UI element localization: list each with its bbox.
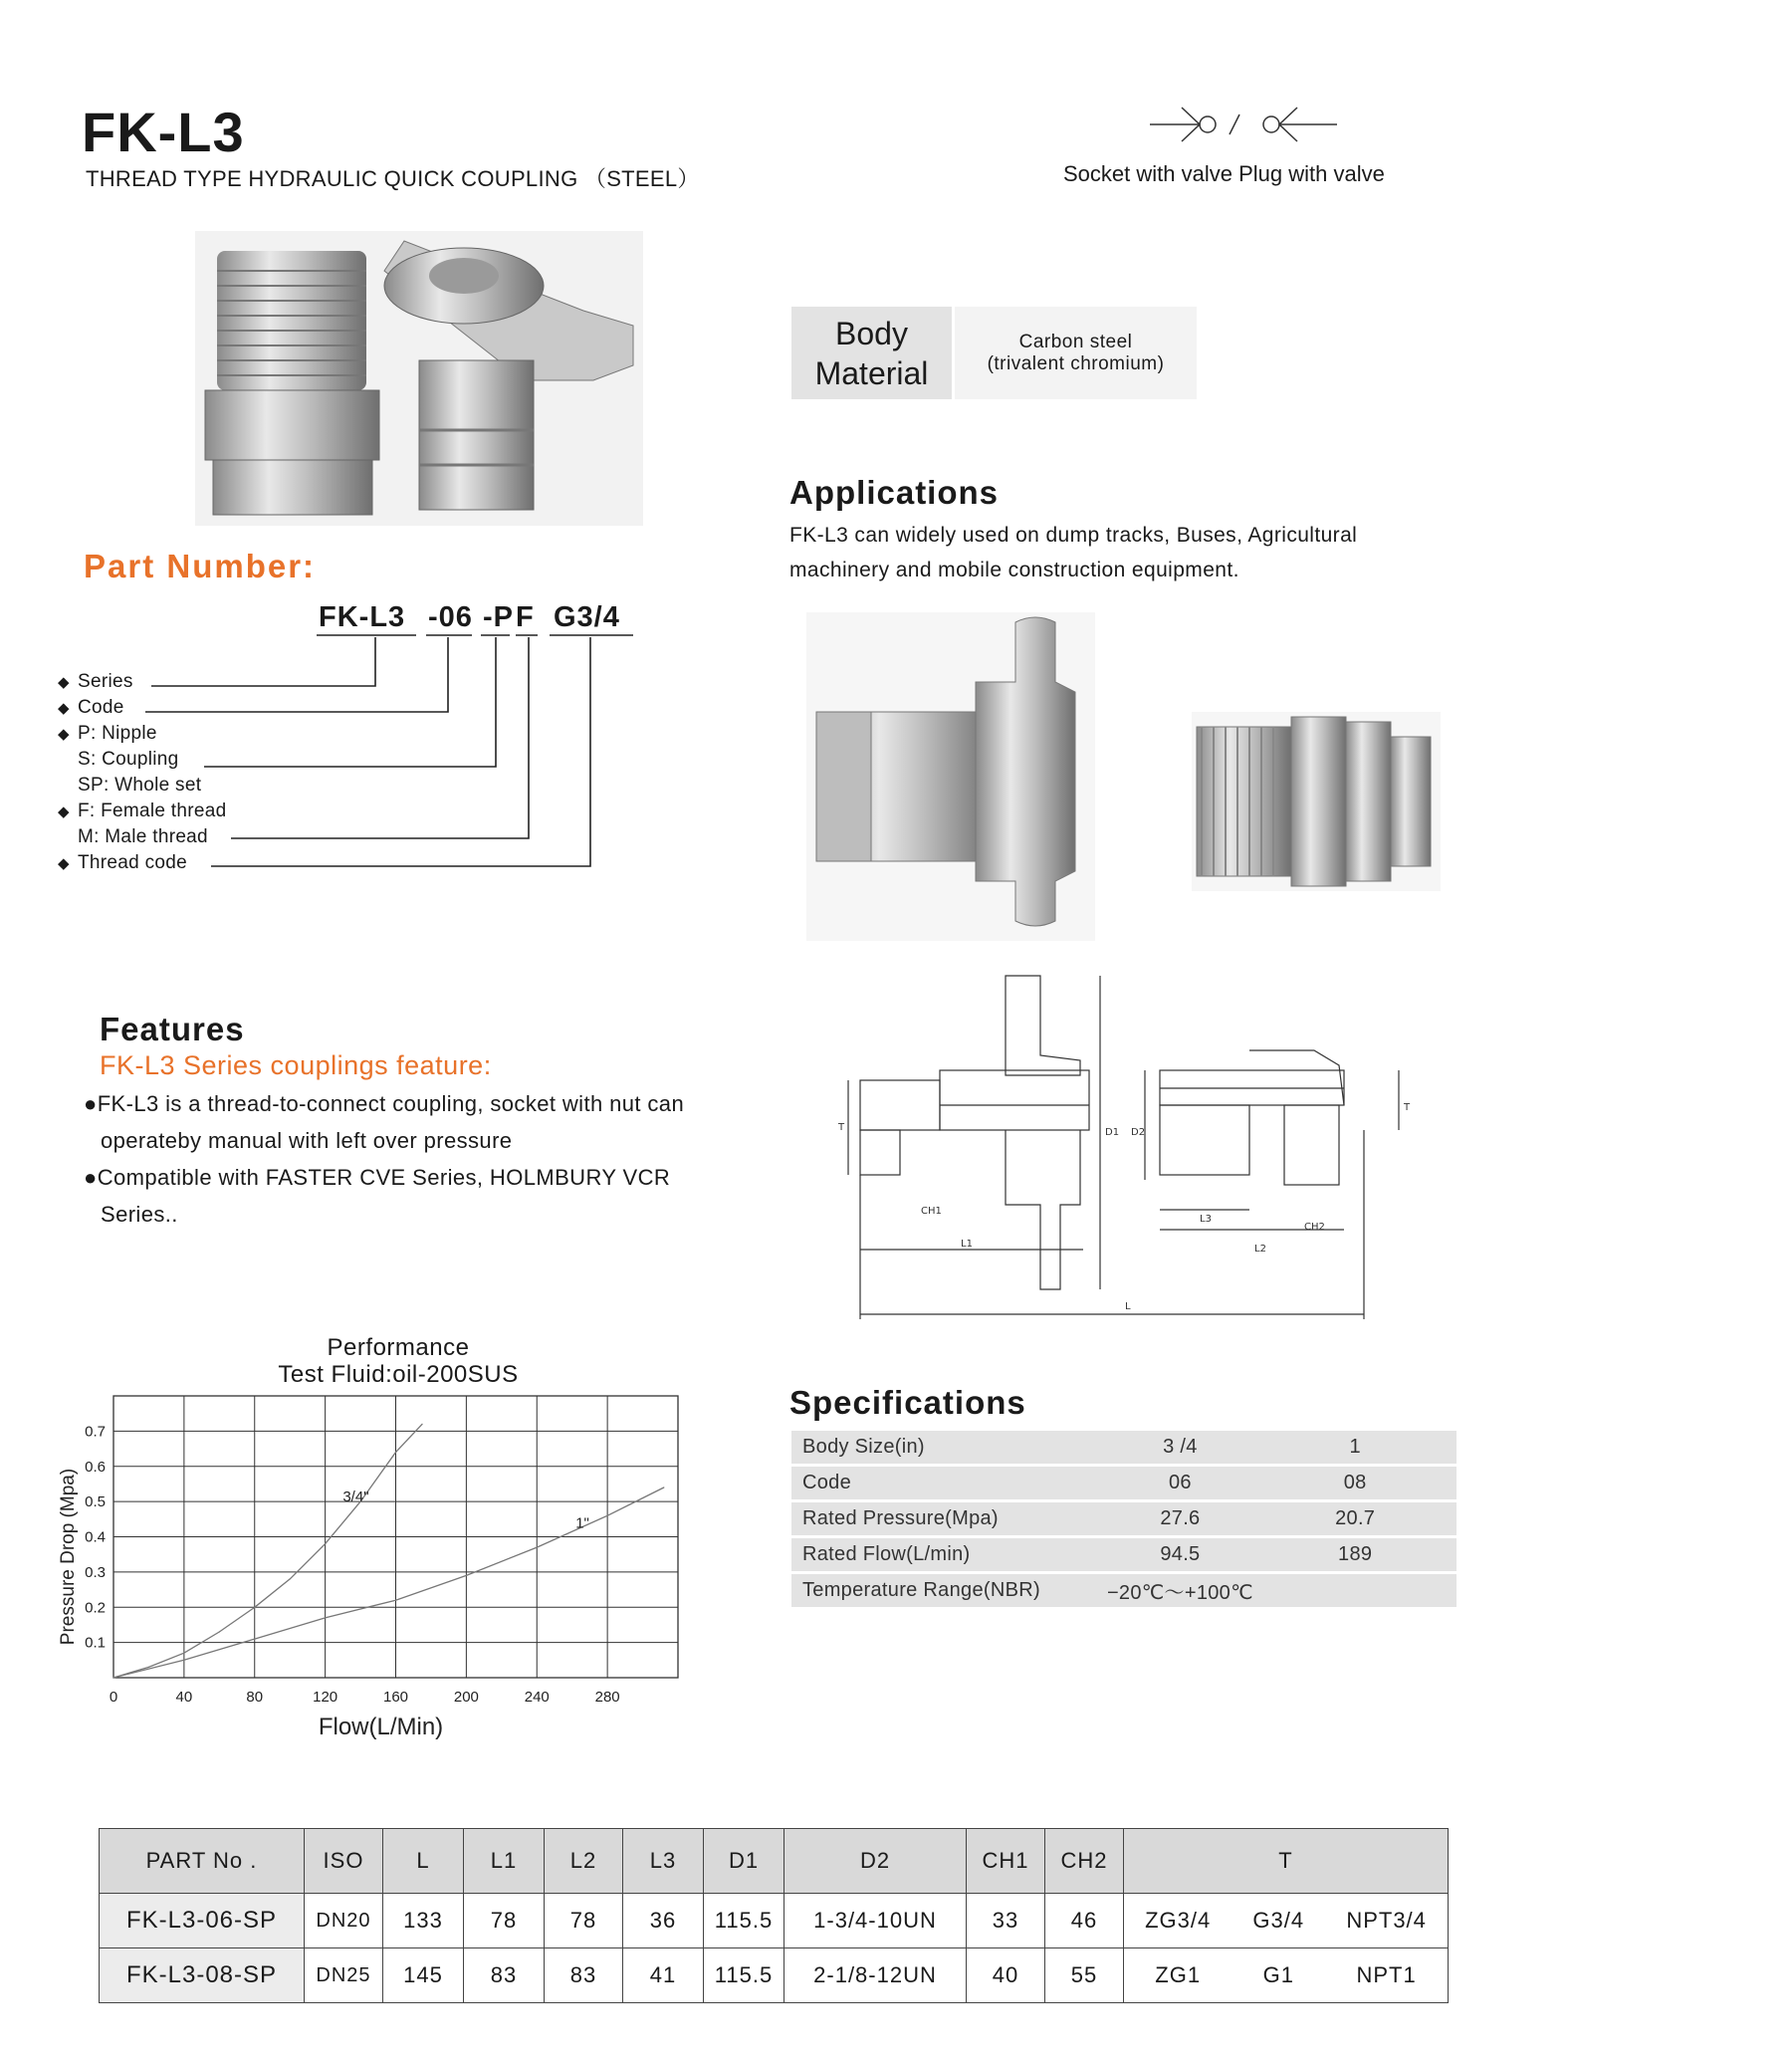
performance-chart xyxy=(0,1384,697,1752)
drawing-label-l3: L3 xyxy=(1200,1214,1212,1225)
diamond-bullet-icon: ◆ xyxy=(58,803,70,820)
part-number-heading: Part Number: xyxy=(84,548,317,584)
legend-coupling: S: Coupling xyxy=(78,749,179,770)
technical-drawing xyxy=(816,971,1414,1329)
chart-x-tick-label: 280 xyxy=(594,1689,620,1706)
chart-series-point xyxy=(395,1600,396,1601)
chart-y-tick-label: 0.2 xyxy=(85,1599,106,1617)
features-line-4: Series.. xyxy=(101,1202,178,1227)
applications-heading: Applications xyxy=(789,474,1000,511)
chart-series-label: 3/4" xyxy=(342,1488,369,1506)
chart-series-label: 1" xyxy=(575,1514,589,1532)
spec-row: Temperature Range(NBR) −20℃～+100℃ xyxy=(791,1573,1456,1609)
diamond-bullet-icon: ◆ xyxy=(58,726,70,743)
chart-series-point xyxy=(148,1667,149,1668)
product-subtitle: THREAD TYPE HYDRAULIC QUICK COUPLING （STEEL） xyxy=(86,166,700,191)
applications-line-2: machinery and mobile construction equipment. xyxy=(789,559,1239,581)
chart-x-tick-label: 0 xyxy=(109,1689,118,1706)
body-material-label-line1: Body xyxy=(835,315,908,351)
header-l: L xyxy=(383,1829,464,1894)
chart-y-tick-label: 0.3 xyxy=(85,1563,106,1581)
dimension-table-header xyxy=(100,1829,1449,1894)
spec-row: Code 06 08 xyxy=(791,1466,1456,1501)
part-number-code: -06 xyxy=(428,601,473,633)
header-d2: D2 xyxy=(784,1829,967,1894)
chart-series-point xyxy=(663,1487,664,1488)
chart-series-point xyxy=(607,1515,608,1516)
chart-x-tick-label: 120 xyxy=(313,1689,338,1706)
drawing-label-l1: L1 xyxy=(961,1239,973,1250)
body-material-label xyxy=(791,307,952,399)
header-l2: L2 xyxy=(545,1829,623,1894)
drawing-label-t-left: T xyxy=(838,1122,845,1133)
legend-nipple: ◆ P: Nipple xyxy=(58,723,157,744)
part-number-type: -P xyxy=(483,601,514,633)
header-part-no: PART No . xyxy=(100,1829,305,1894)
diamond-bullet-icon: ◆ xyxy=(58,700,70,717)
chart-y-tick-label: 0.7 xyxy=(85,1423,106,1441)
drawing-label-ch1: CH1 xyxy=(921,1206,942,1217)
spec-row: Rated Pressure(Mpa) 27.6 20.7 xyxy=(791,1501,1456,1537)
header-ch2: CH2 xyxy=(1045,1829,1124,1894)
body-material-value-line1: Carbon steel xyxy=(1018,331,1133,352)
specifications-table xyxy=(791,1431,1456,1610)
legend-series: ◆ Series xyxy=(58,671,133,692)
chart-y-tick-label: 0.1 xyxy=(85,1634,106,1652)
chart-series-point xyxy=(325,1617,326,1618)
part-number-thread-code: G3/4 xyxy=(554,601,620,633)
chart-series-point xyxy=(254,1638,255,1639)
chart-x-tick-label: 40 xyxy=(175,1689,193,1706)
chart-y-tick-label: 0.5 xyxy=(85,1493,106,1511)
diamond-bullet-icon: ◆ xyxy=(58,674,70,691)
legend-code: ◆ Code xyxy=(58,697,124,718)
header-l3: L3 xyxy=(623,1829,704,1894)
plug-photo xyxy=(1192,712,1441,891)
chart-y-axis-label: Pressure Drop (Mpa) xyxy=(58,1468,79,1646)
chart-x-tick-label: 240 xyxy=(524,1689,550,1706)
symbol-caption: Socket with valve Plug with valve xyxy=(1063,161,1385,186)
drawing-label-ch2: CH2 xyxy=(1304,1222,1325,1233)
spec-row: Rated Flow(L/min) 94.5 189 xyxy=(791,1537,1456,1573)
chart-series-point xyxy=(325,1543,326,1544)
socket-photo xyxy=(806,612,1095,941)
chart-series-line xyxy=(113,1424,422,1678)
features-line-2: operateby manual with left over pressure xyxy=(101,1128,513,1153)
drawing-label-l: L xyxy=(1125,1301,1131,1312)
header-l1: L1 xyxy=(464,1829,545,1894)
legend-male-thread: M: Male thread xyxy=(78,826,208,847)
diamond-bullet-icon: ◆ xyxy=(58,855,70,872)
chart-series-point xyxy=(466,1575,467,1576)
drawing-label-l2: L2 xyxy=(1254,1244,1266,1255)
specifications-heading: Specifications xyxy=(789,1384,1026,1421)
chart-x-tick-label: 80 xyxy=(246,1689,264,1706)
part-number-series: FK-L3 xyxy=(319,601,406,633)
features-line-1: ●FK-L3 is a thread-to-connect coupling, socket with nut can xyxy=(84,1091,685,1116)
chart-series-point xyxy=(183,1660,184,1661)
chart-x-tick-label: 200 xyxy=(453,1689,479,1706)
body-material-box xyxy=(791,307,1197,399)
chart-x-tick-label: 160 xyxy=(382,1689,409,1706)
drawing-label-d2: D2 xyxy=(1131,1127,1146,1138)
performance-chart-title xyxy=(259,1334,538,1388)
part-number-thread-gender: F xyxy=(516,601,535,633)
chart-y-tick-label: 0.4 xyxy=(85,1528,106,1546)
table-row: FK-L3-06-SP DN20 133 78 78 36 115.5 1-3/4-10UN 33 46 ZG3/4 G3/4 NPT3/4 xyxy=(100,1894,1449,1948)
chart-series-point xyxy=(219,1631,220,1632)
chart-series-point xyxy=(112,1677,113,1678)
legend-female-thread: ◆ F: Female thread xyxy=(58,801,227,821)
product-photo xyxy=(195,231,643,526)
chart-series-point xyxy=(421,1424,422,1425)
features-line-3: ●Compatible with FASTER CVE Series, HOLMBURY VCR xyxy=(84,1165,671,1190)
header-iso: ISO xyxy=(305,1829,383,1894)
chart-series-point xyxy=(254,1607,255,1608)
chart-series-point xyxy=(183,1653,184,1654)
body-material-value-line2: (trivalent chromium) xyxy=(987,352,1165,374)
coupling-symbol-icon xyxy=(1150,100,1349,149)
body-material-value xyxy=(955,307,1197,399)
applications-line-1: FK-L3 can widely used on dump tracks, Buses, Agricultural xyxy=(789,524,1358,547)
features-subheading: FK-L3 Series couplings feature: xyxy=(100,1050,492,1080)
features-heading: Features xyxy=(100,1011,245,1047)
legend-whole-set: SP: Whole set xyxy=(78,775,202,796)
header-d1: D1 xyxy=(704,1829,784,1894)
product-title: FK-L3 xyxy=(82,101,245,163)
table-row: FK-L3-08-SP DN25 145 83 83 41 115.5 2-1/8-12UN 40 55 ZG1 G1 NPT1 xyxy=(100,1948,1449,2003)
drawing-label-d1: D1 xyxy=(1105,1127,1120,1138)
header-ch1: CH1 xyxy=(967,1829,1045,1894)
chart-subtitle: Test Fluid:oil-200SUS xyxy=(278,1361,519,1388)
spec-row: Body Size(in) 3 /4 1 xyxy=(791,1431,1456,1466)
legend-thread-code: ◆ Thread code xyxy=(58,852,187,873)
drawing-label-t-right: T xyxy=(1404,1102,1411,1113)
dimension-table xyxy=(99,1828,1449,2003)
chart-title: Performance xyxy=(327,1334,470,1361)
chart-x-axis-label: Flow(L/Min) xyxy=(318,1714,444,1740)
chart-series-point xyxy=(395,1452,396,1453)
header-t: T xyxy=(1124,1829,1449,1894)
chart-series-point xyxy=(537,1547,538,1548)
chart-y-tick-label: 0.6 xyxy=(85,1458,106,1476)
chart-series-point xyxy=(290,1578,291,1579)
body-material-label-line2: Material xyxy=(814,354,929,391)
